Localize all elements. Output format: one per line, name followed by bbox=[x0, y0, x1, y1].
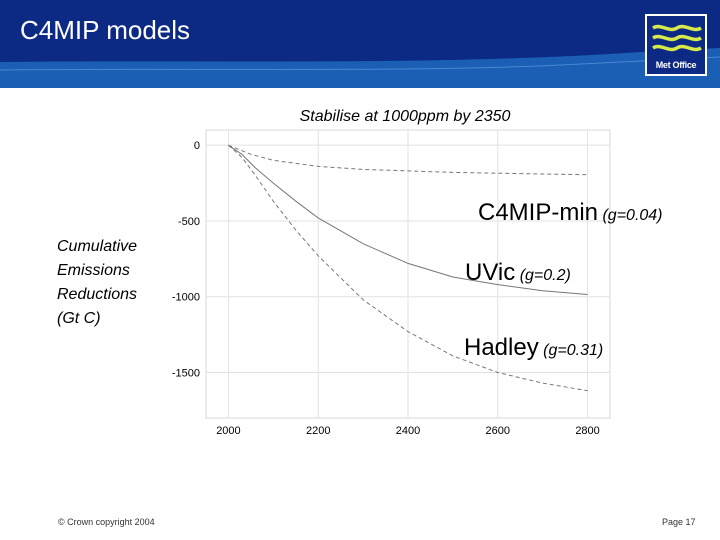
y-tick-label: -1500 bbox=[171, 367, 200, 380]
series-label-uvic bbox=[465, 259, 571, 287]
x-tick-label: 2800 bbox=[575, 425, 600, 437]
copyright-footer: © Crown copyright 2004 bbox=[58, 517, 155, 527]
x-tick-label: 2200 bbox=[305, 425, 331, 437]
y-axis-label-line: (Gt C) bbox=[57, 310, 101, 327]
y-axis-label-line: Reductions bbox=[57, 286, 138, 303]
series-g-value: (g=0.2) bbox=[519, 267, 571, 284]
series-name: Hadley bbox=[464, 334, 539, 361]
x-tick-label: 2000 bbox=[216, 425, 241, 437]
chart-title: Stabilise at 1000ppm by 2350 bbox=[299, 108, 511, 125]
series-name: UVic bbox=[465, 259, 516, 286]
x-tick-label: 2400 bbox=[395, 425, 421, 437]
series-g-value: (g=0.31) bbox=[543, 342, 604, 359]
y-axis-label-line: Emissions bbox=[57, 262, 130, 279]
y-tick-label: -1000 bbox=[171, 291, 200, 304]
y-axis-label-line: Cumulative bbox=[57, 238, 138, 255]
y-tick-label: -500 bbox=[177, 215, 200, 228]
x-tick-labels bbox=[216, 425, 600, 437]
y-tick-label: 0 bbox=[193, 140, 200, 153]
slide-title: C4MIP models bbox=[20, 15, 191, 45]
series-name: C4MIP-min bbox=[478, 199, 599, 226]
page-number: Page 17 bbox=[662, 517, 696, 527]
x-tick-label: 2600 bbox=[485, 425, 511, 437]
y-tick-labels bbox=[172, 140, 200, 379]
series-g-value: (g=0.04) bbox=[602, 207, 663, 224]
logo-text: Met Office bbox=[655, 60, 697, 70]
series-label-c4mip-min bbox=[478, 199, 663, 227]
series-label-hadley bbox=[464, 334, 603, 362]
